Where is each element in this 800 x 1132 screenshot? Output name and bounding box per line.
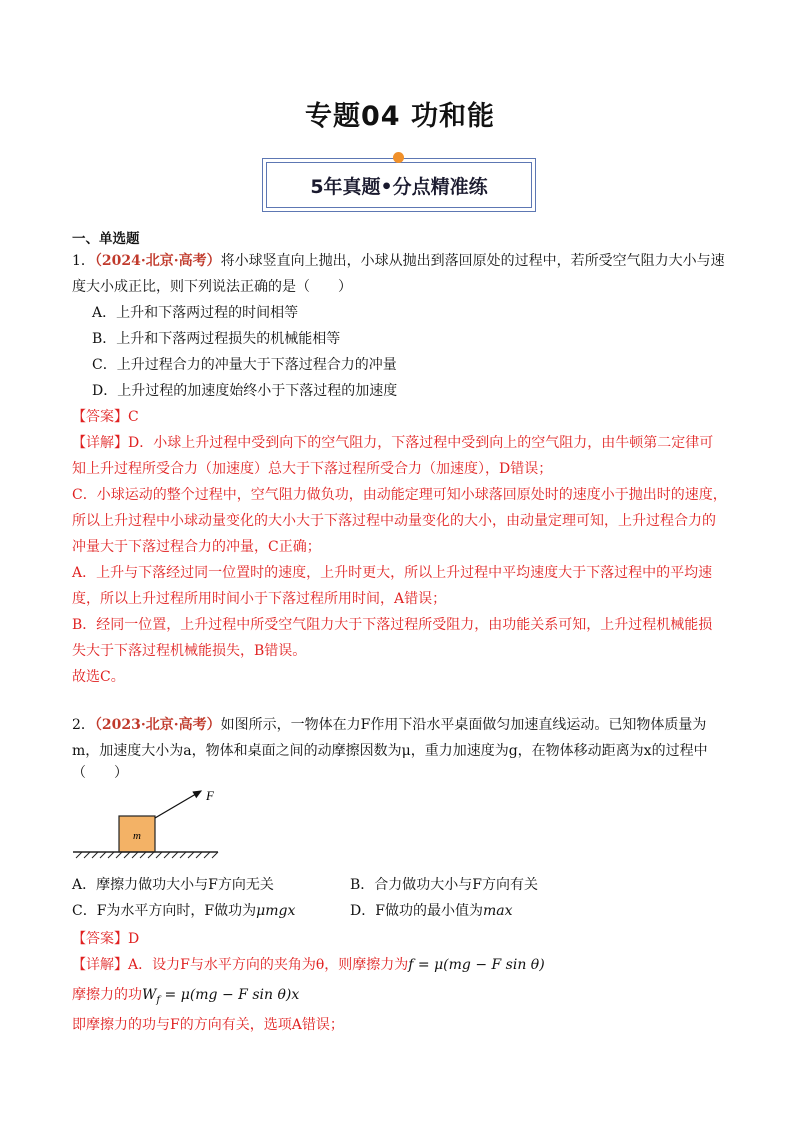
q1-source: （2024·北京·高考） bbox=[94, 253, 221, 269]
q2-option-d bbox=[350, 902, 512, 920]
q1-option-a: A．上升和下落两过程的时间相等 bbox=[92, 305, 299, 321]
q1-option-c: C．上升过程合力的冲量大于下落过程合力的冲量 bbox=[92, 357, 397, 373]
q1-explain-line: B．经同一位置，上升过程中所受空气阻力大于下落过程所受阻力，由功能关系可知，上升过程机械能损 bbox=[72, 617, 713, 633]
q2-option-d-text: D．F做功的最小值为 bbox=[350, 903, 483, 919]
q2-option-c-text: C．F为水平方向时，F做功为 bbox=[72, 903, 257, 919]
q2-source: （2023·北京·高考） bbox=[94, 717, 221, 733]
q2-work-subscript: f bbox=[156, 994, 161, 1006]
q2-work-formula: = μ(mg − F sin θ)x bbox=[160, 987, 300, 1003]
q2-stem-1: 如图所示，一物体在力F作用下沿水平桌面做匀加速直线运动。已知物体质量为 bbox=[220, 717, 707, 733]
q1-option-d: D．上升过程的加速度始终小于下落过程的加速度 bbox=[92, 383, 398, 399]
force-diagram bbox=[72, 782, 222, 860]
q2-option-a: A．摩擦力做功大小与F方向无关 bbox=[72, 877, 274, 893]
q2-option-c-formula: μmgx bbox=[256, 903, 296, 919]
q1-number: 1． bbox=[72, 253, 95, 269]
q1-explain-line: 失大于下落过程机械能损失，B错误。 bbox=[72, 643, 307, 659]
block-label: m bbox=[133, 830, 141, 842]
banner-text: 5年真题•分点精准练 bbox=[266, 162, 532, 208]
page-title: 专题04 功和能 bbox=[305, 101, 495, 132]
q2-answer: 【答案】D bbox=[72, 931, 140, 947]
section-heading: 一、单选题 bbox=[72, 231, 140, 247]
q2-option-d-formula: max bbox=[482, 903, 513, 919]
q1-explain-line: 【详解】D．小球上升过程中受到向下的空气阻力，下落过程中受到向上的空气阻力，由牛顿第二定律可 bbox=[72, 435, 714, 451]
banner bbox=[262, 158, 536, 212]
q2-stem-line-3: （ ） bbox=[72, 765, 128, 781]
q2-friction-formula: f = μ(mg − F sin θ) bbox=[408, 957, 545, 973]
q1-explain-line: A．上升与下落经过同一位置时的速度，上升时更大，所以上升过程中平均速度大于下落过程中的平均速 bbox=[72, 565, 713, 581]
q2-explain-line-1 bbox=[72, 956, 545, 974]
force-arrow bbox=[155, 791, 201, 818]
q2-stem-line-2: m，加速度大小为a，物体和桌面之间的动摩擦因数为μ，重力加速度为g，在物体移动距离为x的过程中 bbox=[72, 743, 708, 759]
q2-explain-line-2 bbox=[72, 986, 299, 1010]
q2-number: 2． bbox=[72, 717, 95, 733]
q1-explain-line: 度，所以上升过程所用时间小于下落过程所用时间，A错误； bbox=[72, 591, 447, 607]
q2-explain-line-3: 即摩擦力的功与F的方向有关，选项A错误； bbox=[72, 1017, 344, 1033]
q1-answer: 【答案】C bbox=[72, 409, 139, 425]
force-label: F bbox=[206, 788, 214, 803]
q1-explain-line: 冲量大于下落过程合力的冲量，C正确； bbox=[72, 539, 321, 555]
q1-option-b: B．上升和下落两过程损失的机械能相等 bbox=[92, 331, 341, 347]
q2-option-c bbox=[72, 902, 295, 920]
ground-hatch bbox=[76, 852, 218, 858]
q2-stem-line-1 bbox=[72, 716, 706, 734]
q1-stem-line-2: 度大小成正比，则下列说法正确的是（ ） bbox=[72, 279, 352, 295]
q1-conclusion: 故选C。 bbox=[72, 669, 125, 685]
q1-explain-line: 知上升过程所受合力（加速度）总大于下落过程所受合力（加速度），D错误； bbox=[72, 461, 553, 477]
q1-explain-line: 所以上升过程中小球动量变化的大小大于下落过程中动量变化的大小，由动量定理可知，上升过程合力的 bbox=[72, 513, 716, 529]
q1-stem-line-1 bbox=[72, 252, 725, 270]
q1-stem-1: 将小球竖直向上抛出，小球从抛出到落回原处的过程中，若所受空气阻力大小与速 bbox=[220, 253, 725, 269]
q2-work-symbol: W bbox=[142, 987, 157, 1003]
q2-explain-1-text: 【详解】A．设力F与水平方向的夹角为θ，则摩擦力为 bbox=[72, 957, 409, 973]
q2-explain-2-text: 摩擦力的功 bbox=[72, 987, 142, 1003]
banner-dot bbox=[393, 152, 404, 163]
q2-option-b: B．合力做功大小与F方向有关 bbox=[350, 877, 539, 893]
q1-explain-line: C．小球运动的整个过程中，空气阻力做负功，由动能定理可知小球落回原处时的速度小于抛出时的速度， bbox=[72, 487, 727, 503]
